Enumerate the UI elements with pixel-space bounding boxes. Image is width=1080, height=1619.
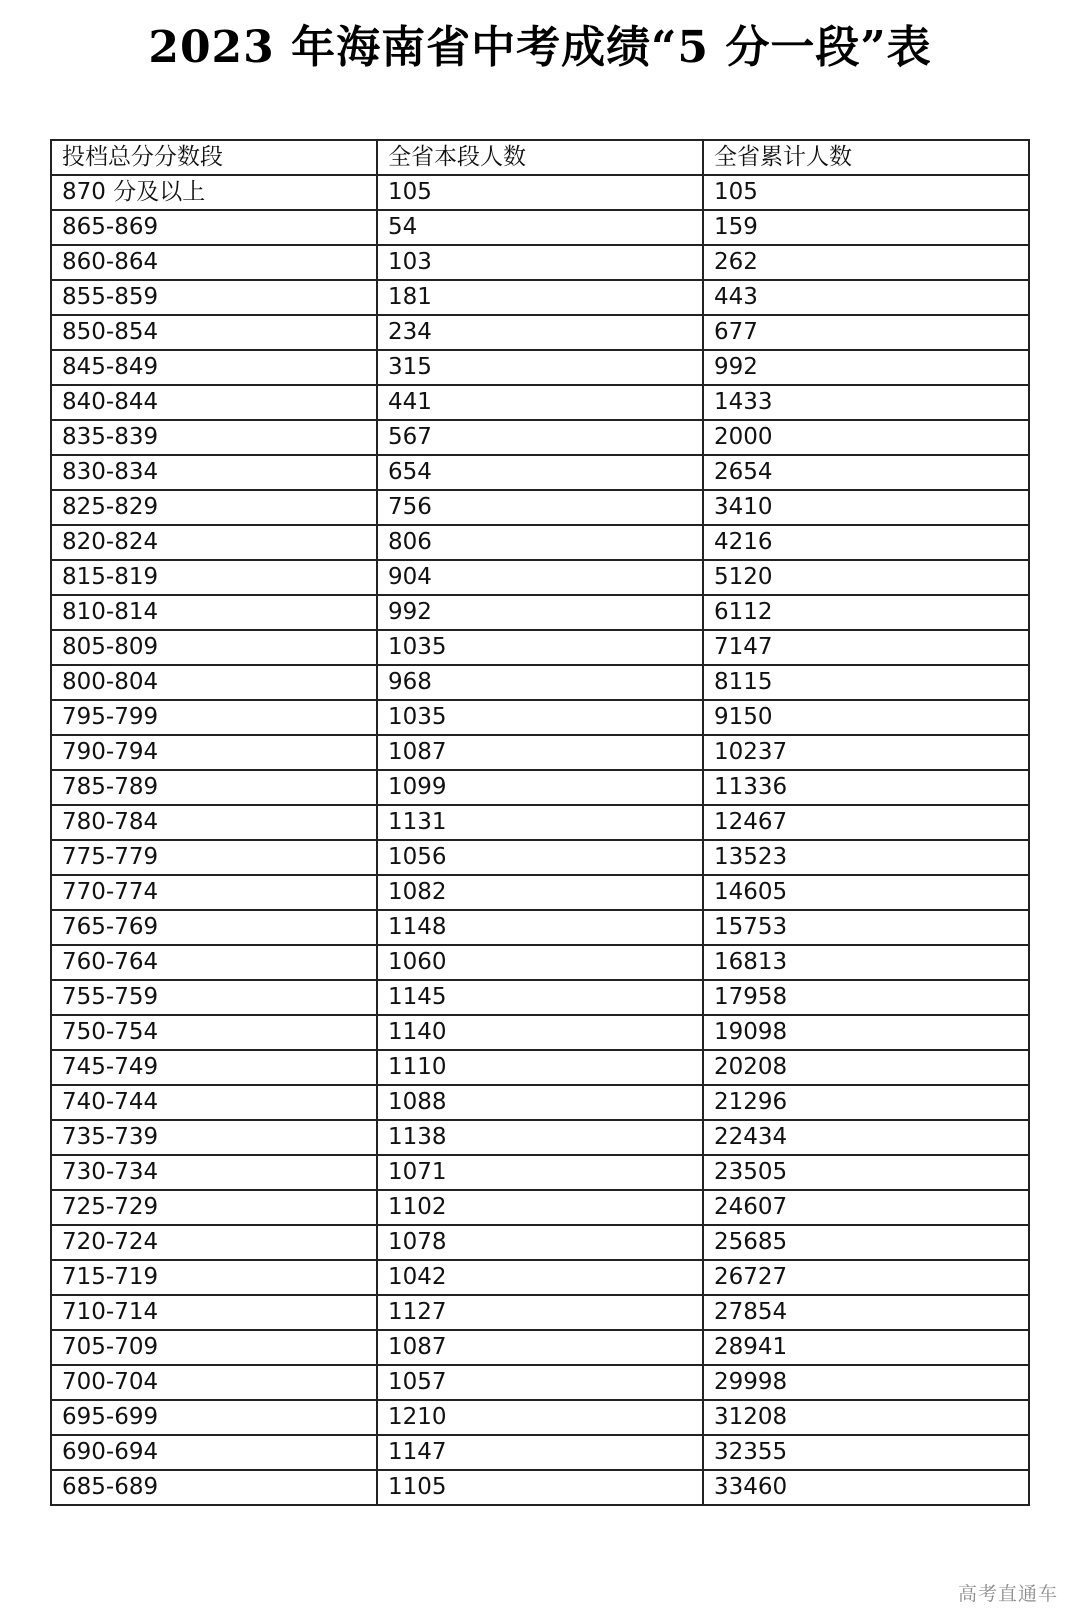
cell-score-range: 850-854 [51,315,377,350]
cell-score-range: 785-789 [51,770,377,805]
cell-cumulative-count: 16813 [703,945,1029,980]
table-row [51,245,1029,280]
cell-score-range: 695-699 [51,1400,377,1435]
cell-segment-count: 1131 [377,805,703,840]
cell-segment-count: 105 [377,175,703,210]
table-row [51,1400,1029,1435]
cell-score-range: 745-749 [51,1050,377,1085]
cell-cumulative-count: 105 [703,175,1029,210]
cell-segment-count: 1060 [377,945,703,980]
cell-segment-count: 1147 [377,1435,703,1470]
table-row [51,875,1029,910]
cell-segment-count: 1110 [377,1050,703,1085]
table-row [51,1085,1029,1120]
table-row [51,1190,1029,1225]
cell-score-range: 860-864 [51,245,377,280]
table-row [51,945,1029,980]
table-header-row [51,140,1029,175]
cell-cumulative-count: 14605 [703,875,1029,910]
cell-cumulative-count: 159 [703,210,1029,245]
cell-score-range: 800-804 [51,665,377,700]
cell-score-range: 700-704 [51,1365,377,1400]
cell-cumulative-count: 992 [703,350,1029,385]
cell-cumulative-count: 31208 [703,1400,1029,1435]
cell-cumulative-count: 23505 [703,1155,1029,1190]
cell-cumulative-count: 677 [703,315,1029,350]
cell-score-range: 705-709 [51,1330,377,1365]
cell-segment-count: 54 [377,210,703,245]
cell-segment-count: 1082 [377,875,703,910]
cell-score-range: 805-809 [51,630,377,665]
cell-segment-count: 1071 [377,1155,703,1190]
cell-score-range: 810-814 [51,595,377,630]
table-row [51,420,1029,455]
cell-cumulative-count: 26727 [703,1260,1029,1295]
table-row [51,595,1029,630]
cell-segment-count: 992 [377,595,703,630]
cell-cumulative-count: 443 [703,280,1029,315]
table-row [51,1295,1029,1330]
cell-segment-count: 1035 [377,630,703,665]
cell-segment-count: 1057 [377,1365,703,1400]
cell-score-range: 820-824 [51,525,377,560]
cell-cumulative-count: 8115 [703,665,1029,700]
cell-cumulative-count: 2654 [703,455,1029,490]
cell-score-range: 870 分及以上 [51,175,377,210]
header-segment-count: 全省本段人数 [377,140,703,175]
cell-segment-count: 654 [377,455,703,490]
page-title: 2023 年海南省中考成绩“5 分一段”表 [148,22,932,73]
cell-cumulative-count: 12467 [703,805,1029,840]
table-row [51,1120,1029,1155]
cell-score-range: 750-754 [51,1015,377,1050]
cell-score-range: 775-779 [51,840,377,875]
cell-score-range: 710-714 [51,1295,377,1330]
score-distribution-table [50,139,1030,1506]
cell-score-range: 755-759 [51,980,377,1015]
table-row [51,385,1029,420]
cell-cumulative-count: 32355 [703,1435,1029,1470]
table-row [51,560,1029,595]
table-row [51,1050,1029,1085]
table-row [51,315,1029,350]
cell-segment-count: 1099 [377,770,703,805]
cell-cumulative-count: 15753 [703,910,1029,945]
cell-cumulative-count: 20208 [703,1050,1029,1085]
cell-segment-count: 1127 [377,1295,703,1330]
cell-score-range: 720-724 [51,1225,377,1260]
cell-score-range: 865-869 [51,210,377,245]
cell-cumulative-count: 9150 [703,700,1029,735]
cell-segment-count: 315 [377,350,703,385]
cell-cumulative-count: 13523 [703,840,1029,875]
table-row [51,210,1029,245]
cell-segment-count: 756 [377,490,703,525]
table-row [51,1435,1029,1470]
cell-segment-count: 1140 [377,1015,703,1050]
table-row [51,1365,1029,1400]
cell-cumulative-count: 25685 [703,1225,1029,1260]
cell-score-range: 790-794 [51,735,377,770]
cell-cumulative-count: 24607 [703,1190,1029,1225]
cell-cumulative-count: 10237 [703,735,1029,770]
cell-cumulative-count: 3410 [703,490,1029,525]
cell-score-range: 855-859 [51,280,377,315]
cell-segment-count: 1145 [377,980,703,1015]
table-row [51,910,1029,945]
header-score-range: 投档总分分数段 [51,140,377,175]
table-row [51,455,1029,490]
cell-segment-count: 234 [377,315,703,350]
cell-segment-count: 103 [377,245,703,280]
cell-segment-count: 1088 [377,1085,703,1120]
table-body [51,140,1029,1505]
table-row [51,175,1029,210]
cell-score-range: 690-694 [51,1435,377,1470]
table-row [51,770,1029,805]
table-row [51,1155,1029,1190]
header-cumulative-count: 全省累计人数 [703,140,1029,175]
table-row [51,735,1029,770]
table-row [51,490,1029,525]
table-row [51,1260,1029,1295]
cell-cumulative-count: 11336 [703,770,1029,805]
cell-segment-count: 1148 [377,910,703,945]
cell-score-range: 765-769 [51,910,377,945]
table-row [51,1015,1029,1050]
table-row [51,1330,1029,1365]
table-row [51,280,1029,315]
cell-segment-count: 441 [377,385,703,420]
cell-segment-count: 1087 [377,735,703,770]
cell-segment-count: 181 [377,280,703,315]
table-row [51,805,1029,840]
table-row [51,630,1029,665]
cell-cumulative-count: 29998 [703,1365,1029,1400]
cell-cumulative-count: 5120 [703,560,1029,595]
cell-cumulative-count: 2000 [703,420,1029,455]
cell-segment-count: 1078 [377,1225,703,1260]
cell-score-range: 825-829 [51,490,377,525]
cell-score-range: 840-844 [51,385,377,420]
cell-cumulative-count: 27854 [703,1295,1029,1330]
cell-segment-count: 567 [377,420,703,455]
cell-score-range: 795-799 [51,700,377,735]
cell-cumulative-count: 6112 [703,595,1029,630]
cell-score-range: 835-839 [51,420,377,455]
table-row [51,665,1029,700]
cell-score-range: 685-689 [51,1470,377,1505]
cell-segment-count: 1087 [377,1330,703,1365]
cell-segment-count: 1210 [377,1400,703,1435]
cell-score-range: 725-729 [51,1190,377,1225]
cell-cumulative-count: 22434 [703,1120,1029,1155]
cell-score-range: 740-744 [51,1085,377,1120]
cell-cumulative-count: 19098 [703,1015,1029,1050]
table-row [51,1225,1029,1260]
cell-score-range: 735-739 [51,1120,377,1155]
table-row [51,350,1029,385]
cell-cumulative-count: 28941 [703,1330,1029,1365]
cell-cumulative-count: 4216 [703,525,1029,560]
table-row [51,980,1029,1015]
watermark: 高考直通车 [957,1583,1058,1605]
cell-segment-count: 1138 [377,1120,703,1155]
cell-segment-count: 806 [377,525,703,560]
cell-score-range: 730-734 [51,1155,377,1190]
cell-segment-count: 904 [377,560,703,595]
table-row [51,840,1029,875]
table-row [51,525,1029,560]
cell-cumulative-count: 7147 [703,630,1029,665]
cell-score-range: 760-764 [51,945,377,980]
cell-score-range: 715-719 [51,1260,377,1295]
cell-segment-count: 1105 [377,1470,703,1505]
cell-score-range: 770-774 [51,875,377,910]
cell-cumulative-count: 33460 [703,1470,1029,1505]
cell-score-range: 780-784 [51,805,377,840]
cell-segment-count: 1035 [377,700,703,735]
cell-segment-count: 1102 [377,1190,703,1225]
cell-cumulative-count: 1433 [703,385,1029,420]
cell-segment-count: 1042 [377,1260,703,1295]
cell-segment-count: 1056 [377,840,703,875]
cell-score-range: 845-849 [51,350,377,385]
table-row [51,700,1029,735]
table-row [51,1470,1029,1505]
cell-score-range: 830-834 [51,455,377,490]
cell-segment-count: 968 [377,665,703,700]
cell-cumulative-count: 21296 [703,1085,1029,1120]
cell-cumulative-count: 262 [703,245,1029,280]
cell-score-range: 815-819 [51,560,377,595]
cell-cumulative-count: 17958 [703,980,1029,1015]
